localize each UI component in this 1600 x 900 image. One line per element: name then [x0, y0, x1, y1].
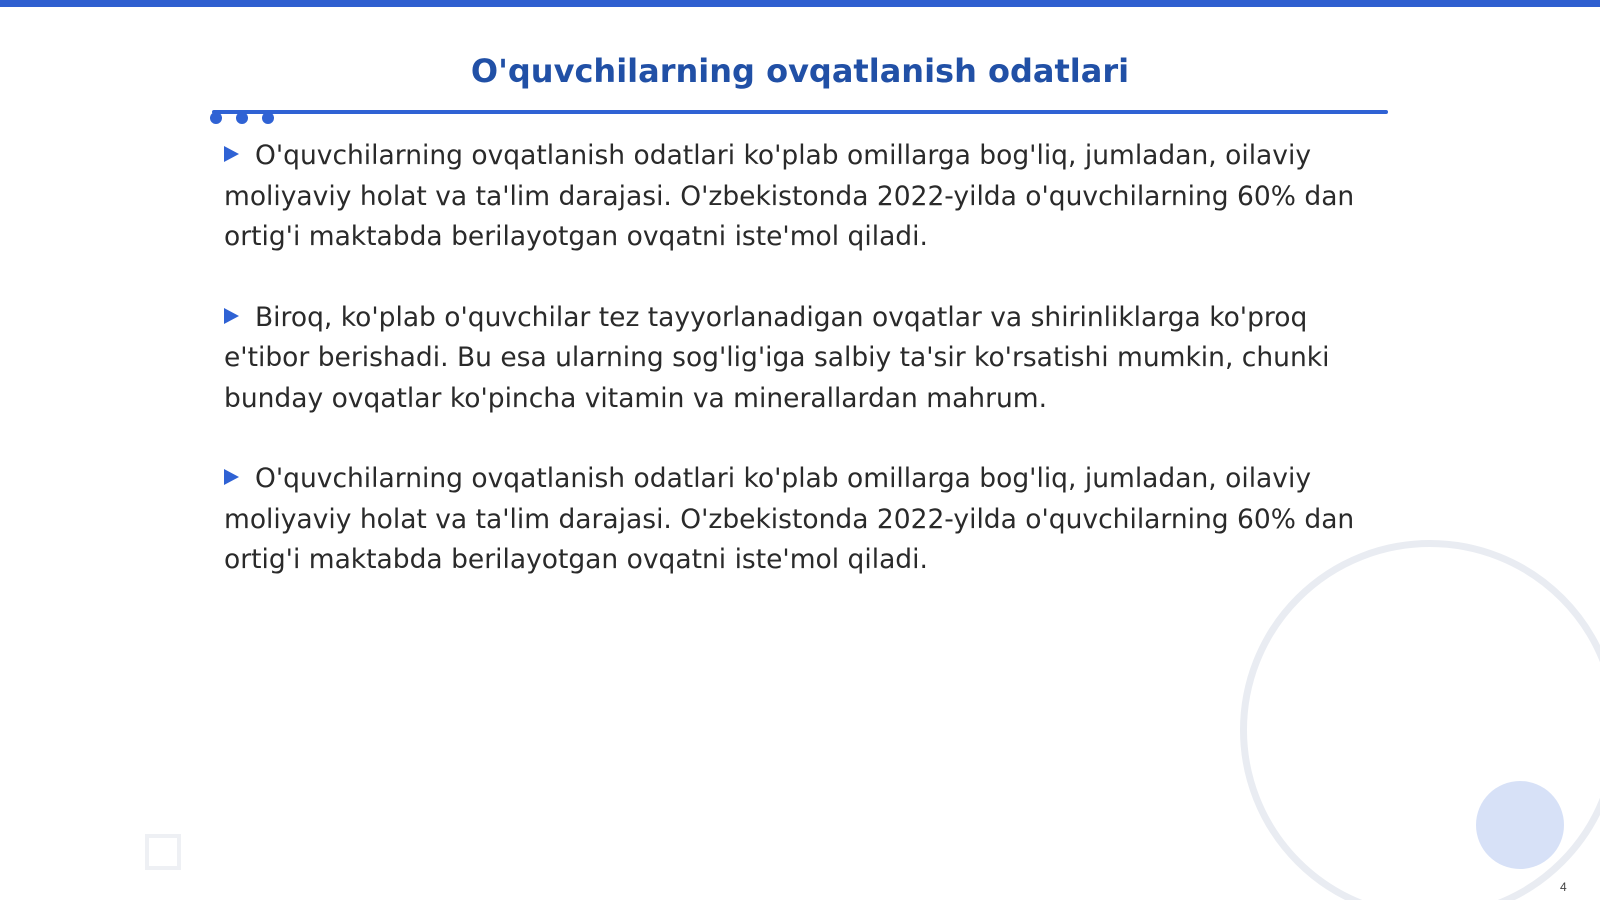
bullet-text: Biroq, ko'plab o'quvchilar tez tayyorlanadigan ovqatlar va shirinliklarga ko'proq e'tibor berishadi. Bu esa ularning sog'lig'iga salbiy ta'sir ko'rsatishi mumkin, chunki bunday ovqatlar ko'pincha vitamin va minerallardan mahrum. — [224, 301, 1330, 414]
bullet-item-2 — [224, 298, 1374, 420]
rule-dot-1 — [210, 112, 222, 124]
bullet-list — [224, 136, 1374, 621]
triangle-right-icon — [224, 469, 239, 485]
bullet-item-1 — [224, 136, 1374, 258]
top-accent-bar — [0, 0, 1600, 7]
triangle-right-icon — [224, 146, 239, 162]
page-number: 4 — [1560, 880, 1567, 894]
bullet-item-3 — [224, 459, 1374, 581]
rule-dot-2 — [236, 112, 248, 124]
decorative-square — [145, 834, 181, 870]
bullet-text: O'quvchilarning ovqatlanish odatlari ko'plab omillarga bog'liq, jumladan, oilaviy moliyaviy holat va ta'lim darajasi. O'zbekistonda 2022-yilda o'quvchilarning 60% dan ortig'i maktabda berilayotgan ovqatni iste'mol qiladi. — [224, 463, 1355, 575]
title-underline — [212, 110, 1388, 114]
slide-title: O'quvchilarning ovqatlanish odatlari — [470, 52, 1130, 90]
bullet-text: O'quvchilarning ovqatlanish odatlari ko'plab omillarga bog'liq, jumladan, oilaviy moliyaviy holat va ta'lim darajasi. O'zbekistonda 2022-yilda o'quvchilarning 60% dan ortig'i maktabda berilayotgan ovqatni iste'mol qiladi. — [224, 140, 1355, 252]
triangle-right-icon — [224, 308, 239, 324]
decorative-disc — [1476, 781, 1564, 869]
rule-dot-3 — [262, 112, 274, 124]
